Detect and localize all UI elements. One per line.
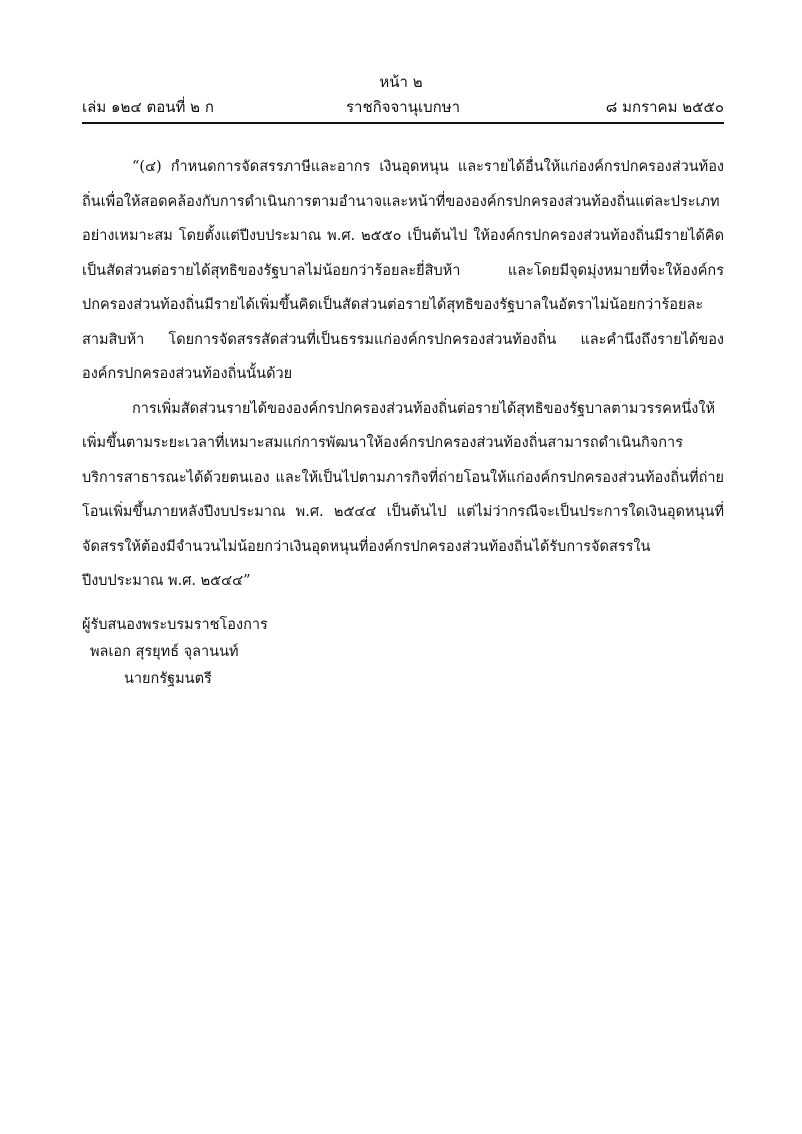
paragraph-section-4: “(๔) กำหนดการจัดสรรภาษีและอากร เงินอุดหนุน และรายได้อื่นให้แก่องค์กรปกครองส่วนท้องถิ่นเพื่อให้สอดคล้องกับการดำเนินการตามอำนาจและหน้าที่ขององค์กรปกครองส่วนท้องถิ่นแต่ละประเภทอย่างเหมาะสม โดยตั้งแต่ปีงบประมาณ พ.ศ. ๒๕๕๐ เป็นต้นไป ให้องค์กรปกครองส่วนท้องถิ่นมีรายได้คิดเป็นสัดส่วนต่อรายได้สุทธิของรัฐบาลไม่น้อยกว่าร้อยละยี่สิบห้า และโดยมีจุดมุ่งหมายที่จะให้องค์กรปกครองส่วนท้องถิ่นมีรายได้เพิ่มขึ้นคิดเป็นสัดส่วนต่อรายได้สุทธิของรัฐบาลในอัตราไม่น้อยกว่าร้อยละสามสิบห้า โดยการจัดสรรสัดส่วนที่เป็นธรรมแก่องค์กรปกครองส่วนท้องถิ่น และคำนึงถึงรายได้ขององค์กรปกครองส่วนท้องถิ่นนั้นด้วย	[82, 159, 724, 382]
paragraph-second-clause: การเพิ่มสัดส่วนรายได้ขององค์กรปกครองส่วนท้องถิ่นต่อรายได้สุทธิของรัฐบาลตามวรรคหนึ่งให้เพิ่มขึ้นตามระยะเวลาที่เหมาะสมแก่การพัฒนาให้องค์กรปกครองส่วนท้องถิ่นสามารถดำเนินกิจการบริการสาธารณะได้ด้วยตนเอง และให้เป็นไปตามภารกิจที่ถ่ายโอนให้แก่องค์กรปกครองส่วนท้องถิ่นที่ถ่ายโอนเพิ่มขึ้นภายหลังปีงบประมาณ พ.ศ. ๒๕๔๔ เป็นต้นไป แต่ไม่ว่ากรณีจะเป็นประการใดเงินอุดหนุนที่จัดสรรให้ต้องมีจำนวนไม่น้อยกว่าเงินอุดหนุนที่องค์กรปกครองส่วนท้องถิ่นได้รับการจัดสรรในปีงบประมาณ พ.ศ. ๒๕๔๔”	[82, 400, 724, 589]
countersigned-label: ผู้รับสนองพระบรมราชโองการ	[82, 617, 268, 633]
signatory-name: พลเอก สุรยุทธ์ จุลานนท์	[90, 644, 239, 660]
volume-issue: เล่ม ๑๒๔ ตอนที่ ๒ ก	[82, 98, 214, 116]
signatory-title: นายกรัฐมนตรี	[124, 671, 212, 687]
signature-block	[82, 612, 482, 693]
document-body	[82, 150, 724, 599]
header-divider	[82, 122, 724, 124]
gazette-header	[82, 95, 724, 117]
page-number: หน้า ๒	[379, 73, 423, 91]
publication-name: ราชกิจจานุเบกษา	[345, 98, 461, 116]
publication-date: ๘ มกราคม ๒๕๕๐	[605, 98, 724, 116]
